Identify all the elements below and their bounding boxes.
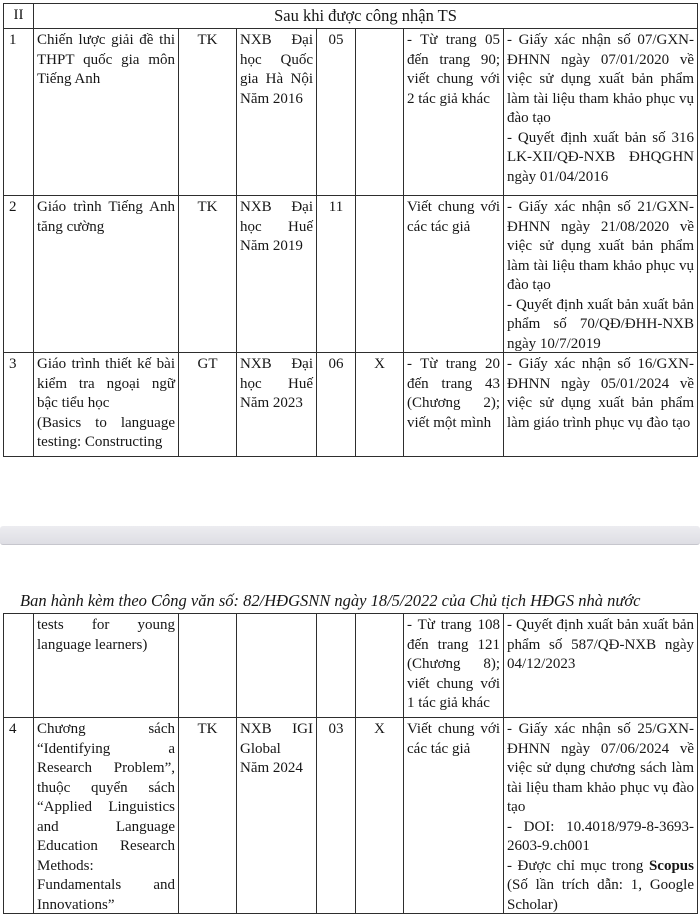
confirmation-note: - Quyết định xuất bản xuất bản phẩm số 70/QĐ/ĐHH-NXB ngày 10/7/2019 [507,296,694,352]
cell-classification: TK [179,29,237,196]
cell-confirmation [504,718,698,914]
confirmation-note: - Giấy xác nhận số 16/GXN-ĐHNN ngày 05/01/2024 về việc sử dụng xuất bản phẩm làm giáo trình phục vụ đào tạo [507,356,694,431]
section-header-label: II [4,4,34,29]
cell-classification: TK [179,196,237,353]
confirmation-note: - Quyết định xuất bản xuất bản phẩm số 587/QĐ-NXB ngày 04/12/2023 [507,617,694,672]
publisher-text: NXB Đại học Huế Năm 2023 [240,356,313,411]
confirmation-note: - Quyết định xuất bản số 316 LK-XII/QĐ-NXB ĐHQGHN ngày 01/04/2016 [507,129,694,185]
cell-page-count [317,614,356,718]
title-text: Chương sách “Identifying a Research Problem”, thuộc quyển sách “Applied Linguistics and Language Education Research Methods: Fundamentals and Innovations” [37,721,175,913]
cell-page-count: 03 [317,718,356,914]
confirmation-note: - Giấy xác nhận số 07/GXN-ĐHNN ngày 07/01/2020 về việc sử dụng xuất bản phẩm làm tài liệu tham khảo phục vụ đào tạo [507,32,694,126]
cell-sole-author [356,196,404,353]
cell-publisher [237,196,317,353]
contribution-text: - Từ trang 05 đến trang 90; viết chung với 2 tác giả khác [407,32,500,107]
contribution-text: Viết chung với các tác giả [407,721,500,757]
indexed-database-name: Scopus [648,857,694,874]
contribution-text: Viết chung với các tác giả [407,199,500,235]
cell-contribution [404,353,504,457]
cell-title [34,614,179,718]
cell-confirmation [504,29,698,196]
cell-sole-author [356,614,404,718]
cell-publisher [237,353,317,457]
cell-sole-author: X [356,353,404,457]
publications-table-page2 [3,613,698,914]
title-text: tests for young language learners) [37,617,175,653]
cell-publisher [237,29,317,196]
publisher-text: NXB Đại học Quốc gia Hà Nội Năm 2016 [240,32,313,107]
confirmation-note: - DOI: 10.4018/979-8-3693-2603-9.ch001 [507,818,694,854]
cell-row-number: 3 [4,353,34,457]
cell-page-count: 05 [317,29,356,196]
cell-row-number: 1 [4,29,34,196]
cell-confirmation [504,353,698,457]
cell-page-count: 11 [317,196,356,353]
contribution-text: - Từ trang 20 đến trang 43 (Chương 2); viết một mình [407,356,500,431]
title-text: Giáo trình Tiếng Anh tăng cường [37,199,175,235]
indexed-prefix: - Được chỉ mục trong [507,857,649,874]
cell-row-number: 4 [4,718,34,914]
title-text: (Basics to language testing: Constructing [37,414,175,450]
contribution-text: - Từ trang 108 đến trang 121 (Chương 8); viết chung với 1 tác giả khác [407,617,500,711]
page-break-caption: Ban hành kèm theo Công văn số: 82/HĐGSNN ngày 18/5/2022 của Chủ tịch HĐGS nhà nước [20,591,641,610]
confirmation-note-indexed [507,857,694,915]
cell-classification: GT [179,353,237,457]
confirmation-note: - Giấy xác nhận số 21/GXN-ĐHNN ngày 21/08/2020 về việc sử dụng xuất bản phẩm làm tài liệu tham khảo phục vụ đào tạo [507,199,694,293]
publisher-text: NXB IGI Global Năm 2024 [240,721,313,776]
cell-contribution [404,196,504,353]
publisher-text: NXB Đại học Huế Năm 2019 [240,199,313,254]
confirmation-note: - Giấy xác nhận số 25/GXN-ĐHNN ngày 07/06/2024 về việc sử dụng chương sách làm tài liệu tham khảo phục vụ đào tạo [507,721,694,815]
cell-confirmation [504,196,698,353]
title-text: Giáo trình thiết kế bài kiểm tra ngoại ngữ bậc tiểu học [37,356,175,411]
page-separator-bar [0,526,700,545]
cell-publisher [237,718,317,914]
cell-row-number [4,614,34,718]
cell-classification: TK [179,718,237,914]
cell-title [34,718,179,914]
title-text: Chiến lược giải đề thi THPT quốc gia môn Tiếng Anh [37,32,175,87]
cell-contribution [404,29,504,196]
section-header-title: Sau khi được công nhận TS [34,4,698,29]
cell-title [34,29,179,196]
cell-sole-author [356,29,404,196]
cell-publisher [237,614,317,718]
cell-contribution [404,718,504,914]
cell-contribution [404,614,504,718]
indexed-suffix: (Số lần trích dẫn: 1, Google Scholar) [507,877,694,913]
cell-classification [179,614,237,718]
cell-page-count: 06 [317,353,356,457]
cell-row-number: 2 [4,196,34,353]
cell-title [34,353,179,457]
publications-table-page1 [3,3,698,457]
cell-sole-author: X [356,718,404,914]
cell-title [34,196,179,353]
cell-confirmation [504,614,698,718]
